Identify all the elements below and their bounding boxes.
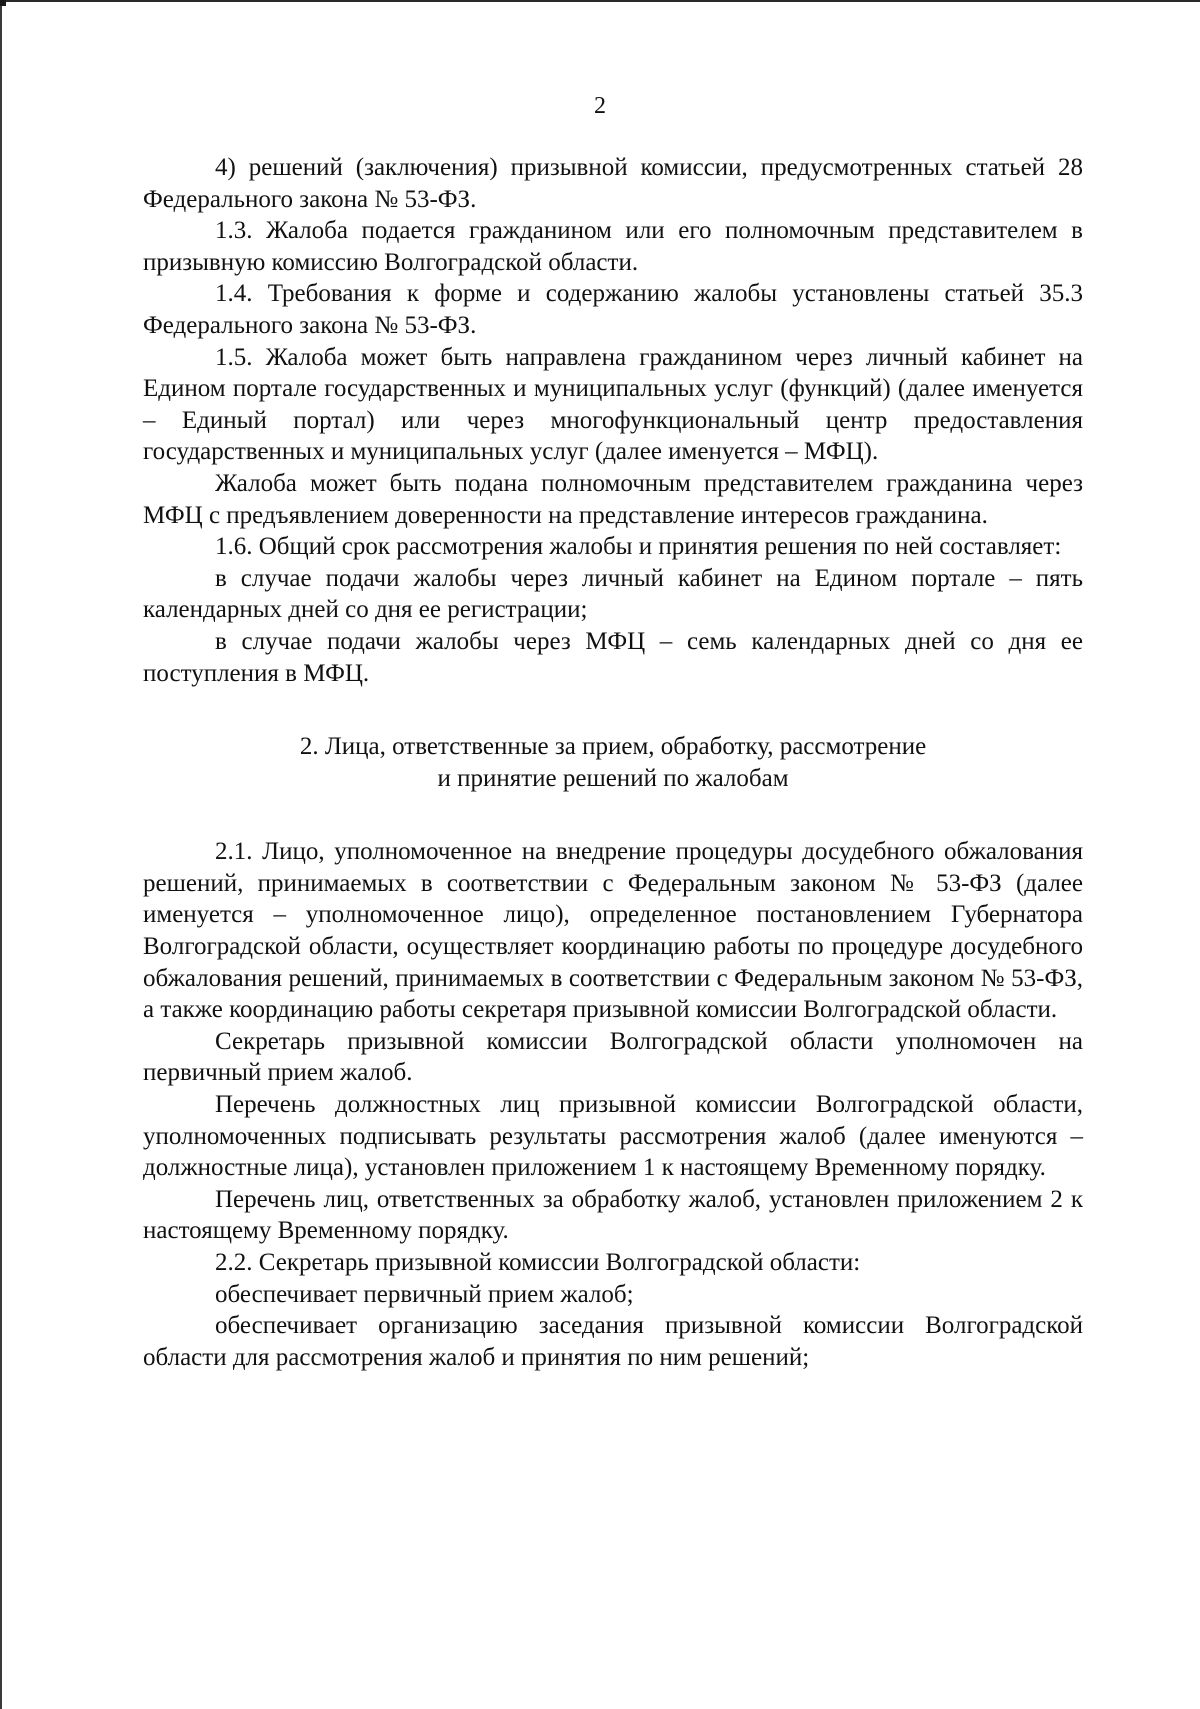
paragraph-item-4: 4) решений (заключения) призывной комиссии, предусмотренных статьей 28 Федерального закона № 53-ФЗ. — [143, 154, 1083, 213]
scan-edge-left — [0, 0, 2, 1709]
paragraph-1-6: 1.6. Общий срок рассмотрения жалобы и принятия решения по ней составляет: — [215, 533, 1062, 561]
paragraph-1-3: 1.3. Жалоба подается гражданином или его полномочным представителем в призывную комиссию Волгоградской области. — [143, 217, 1083, 276]
paragraph-2-2: 2.2. Секретарь призывной комиссии Волгоградской области: — [215, 1249, 861, 1276]
section-heading — [143, 731, 1083, 794]
page-number: 2 — [594, 93, 606, 119]
paragraph-duty-intake: обеспечивает первичный прием жалоб; — [215, 1280, 634, 1308]
scan-edge-corner — [0, 0, 6, 6]
paragraph-term-mfc: в случае подачи жалобы через МФЦ – семь календарных дней со дня ее поступления в МФЦ. — [143, 627, 1083, 687]
paragraph-officials-list: Перечень должностных лиц призывной комиссии Волгоградской области, уполномоченных подписывать результаты рассмотрения жалоб (далее именуются – должностные лица), установлен приложением 1 к настоящему Временному порядку. — [143, 1091, 1083, 1182]
paragraph-term-portal: в случае подачи жалобы через личный кабинет на Едином портале – пять календарных дней со дня ее регистрации; — [143, 564, 1083, 624]
section-heading-line-1: 2. Лица, ответственные за прием, обработку, рассмотрение — [299, 733, 927, 761]
paragraph-representative: Жалоба может быть подана полномочным представителем гражданина через МФЦ с предъявлением доверенности на представление интересов гражданина. — [143, 469, 1083, 529]
paragraph-2-1: 2.1. Лицо, уполномоченное на внедрение процедуры досудебного обжалования решений, принимаемых в соответствии с Федеральным законом № 53-ФЗ (далее именуется – уполномоченное лицо), определенное постановлением Губернатора Волгоградской области, осуществляет координацию работы по процедуре досудебного обжалования решений, принимаемых в соответствии с Федеральным законом № 53-ФЗ, а также координацию работы секретаря призывной комиссии Волгоградской области. — [143, 838, 1083, 1024]
paragraph-1-5: 1.5. Жалоба может быть направлена гражданином через личный кабинет на Едином портале государственных и муниципальных услуг (функций) (далее именуется – Единый портал) или через многофункциональный центр предоставления государственных и муниципальных услуг (далее именуется – МФЦ). — [143, 343, 1083, 466]
paragraph-duty-meeting: обеспечивает организацию заседания призывной комиссии Волгоградской области для рассмотрения жалоб и принятия по ним решений; — [143, 1312, 1083, 1371]
scan-edge-top — [0, 0, 1200, 2]
paragraph-processors-list: Перечень лиц, ответственных за обработку жалоб, установлен приложением 2 к настоящему Временному порядку. — [143, 1185, 1083, 1245]
document-body — [143, 152, 1083, 1373]
section-heading-line-2: и принятие решений по жалобам — [437, 764, 789, 792]
paragraph-secretary: Секретарь призывной комиссии Волгоградской области уполномочен на первичный прием жалоб. — [143, 1027, 1083, 1087]
paragraph-1-4: 1.4. Требования к форме и содержанию жалобы установлены статьей 35.3 Федерального закона № 53-ФЗ. — [143, 280, 1083, 339]
